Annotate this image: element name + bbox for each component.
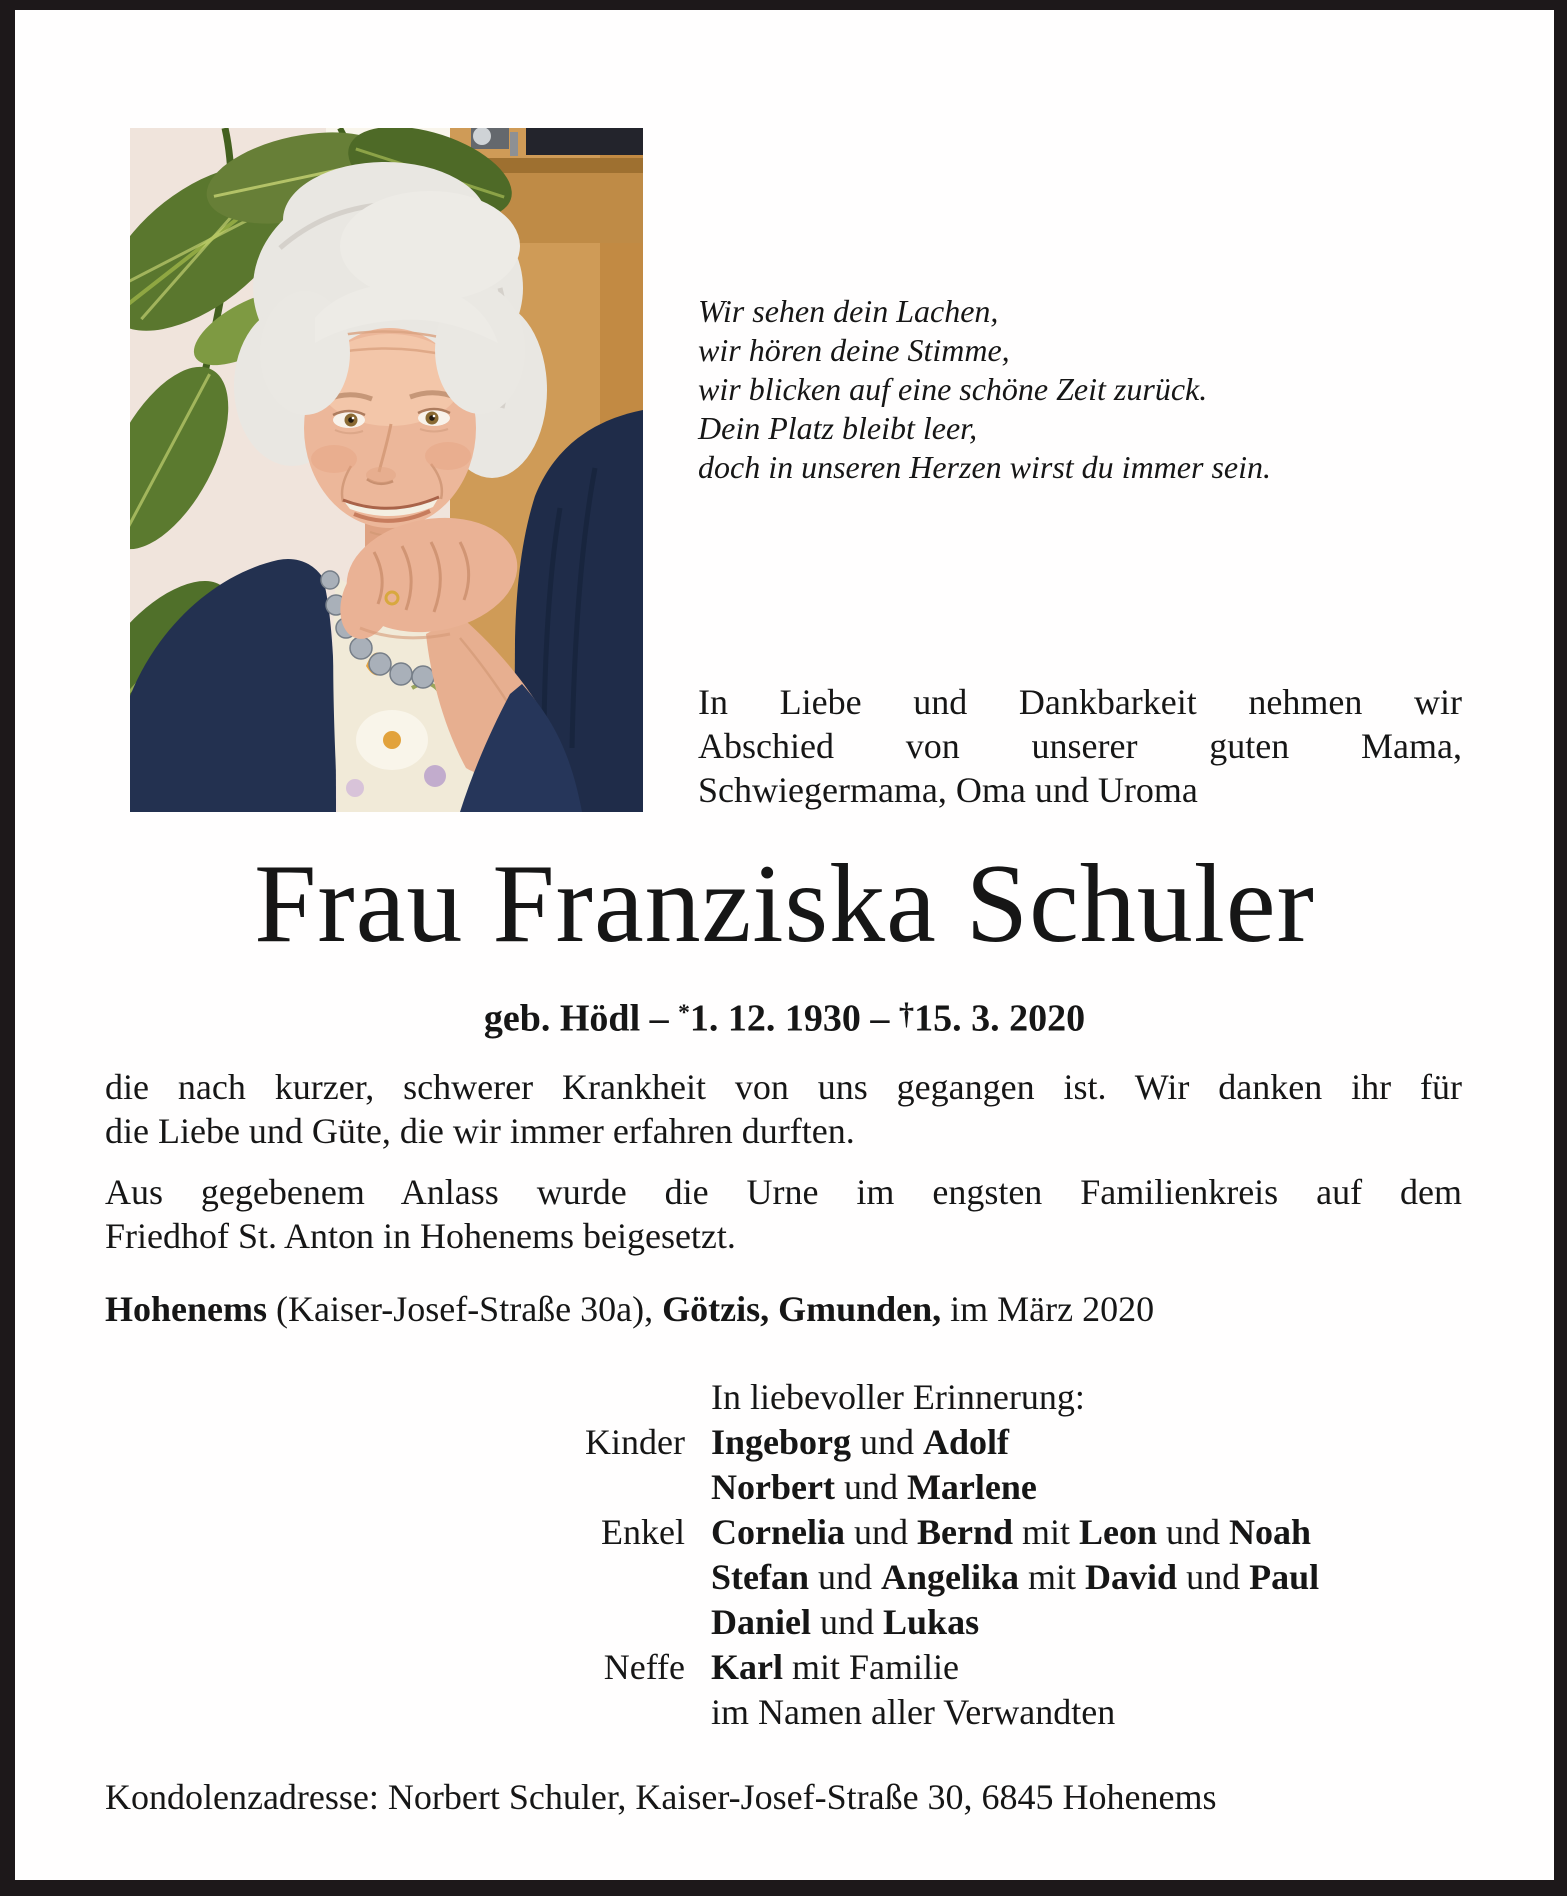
family-label [105,1555,685,1600]
paragraph-line: die Liebe und Güte, die wir immer erfahren durften. [105,1111,855,1151]
memorial-poem [698,292,1468,487]
family-row [105,1420,1465,1465]
family-list [105,1375,1465,1735]
poem-line: Wir sehen dein Lachen, [698,293,999,329]
family-row [105,1600,1465,1645]
date-separator: – [870,997,890,1040]
birth-date: 1. 12. 1930 [689,997,861,1040]
places-date-line: Hohenems (Kaiser-Josef-Straße 30a), Götzis, Gmunden, im März 2020 [105,1289,1155,1329]
intro-line: Abschied von unserer guten Mama, [698,726,1462,766]
family-row [105,1690,1465,1735]
poem-line: wir blicken auf eine schöne Zeit zurück. [698,371,1208,407]
family-row [105,1510,1465,1555]
paragraph-line: Aus gegebenem Anlass wurde die Urne im engsten Familienkreis auf dem [105,1172,1462,1212]
family-label: Neffe [603,1647,685,1687]
intro-line: In Liebe und Dankbarkeit nehmen wir [698,682,1462,722]
family-names: Cornelia und Bernd mit Leon und Noah [711,1512,1312,1552]
poem-line: wir hören deine Stimme, [698,332,1010,368]
family-names: Ingeborg und Adolf [711,1422,1010,1462]
birth-name: geb. Hödl – [483,997,669,1040]
poem-line: Dein Platz bleibt leer, [698,410,978,446]
family-label [105,1690,685,1735]
death-dagger-symbol: † [898,997,915,1031]
portrait-photo-frame [130,128,643,812]
family-names: Norbert und Marlene [711,1467,1037,1507]
family-row [105,1555,1465,1600]
family-heading-row [105,1375,1465,1420]
family-label [105,1375,685,1420]
family-label: Enkel [601,1512,685,1552]
poem-line: doch in unseren Herzen wirst du immer sein. [698,449,1271,485]
family-names: Stefan und Angelika mit David und Paul [711,1557,1320,1597]
obituary-paragraph-1 [105,1065,1462,1153]
family-names: Daniel und Lukas [711,1602,980,1642]
family-names: Karl mit Familie [711,1647,959,1687]
death-date: 15. 3. 2020 [914,997,1086,1040]
paragraph-line: Friedhof St. Anton in Hohenems beigesetzt. [105,1216,736,1256]
family-row [105,1465,1465,1510]
family-row [105,1645,1465,1690]
family-label [105,1600,685,1645]
family-names: im Namen aller Verwandten [711,1692,1116,1732]
paragraph-line: die nach kurzer, schwerer Krankheit von uns gegangen ist. Wir danken ihr für [105,1067,1462,1107]
intro-line: Schwiegermama, Oma und Uroma [698,770,1198,810]
intro-paragraph [698,680,1462,812]
deceased-name: Frau Franziska Schuler [254,842,1315,966]
family-label: Kinder [585,1422,685,1462]
condolence-address-line: Kondolenzadresse: Norbert Schuler, Kaiser-Josef-Straße 30, 6845 Hohenems [105,1777,1217,1817]
family-heading: In liebevoller Erinnerung: [711,1377,1085,1417]
obituary-paragraph-2 [105,1170,1462,1258]
birth-star-symbol: * [678,1000,690,1027]
family-label [105,1465,685,1510]
birth-death-line [15,996,1554,1042]
portrait-photo [130,128,643,812]
